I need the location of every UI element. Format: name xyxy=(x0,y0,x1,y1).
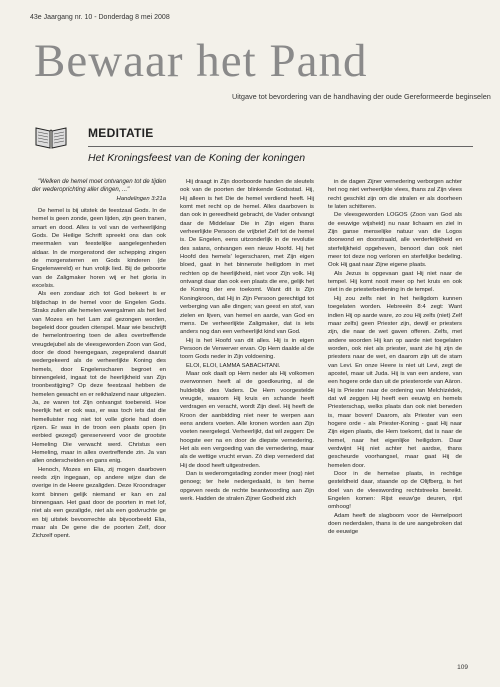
scripture-reference: Handelingen 3:21a xyxy=(116,195,166,202)
paragraph: in de dagen Zijner vernedering verborgen achter het nog niet verheerlijkte vlees, thans zal Zijn vlees recht geschikt zijn om die stralen er als doorheen te laten schitteren. xyxy=(328,179,462,211)
section-divider xyxy=(88,146,473,147)
masthead-subtitle: Uitgave tot bevordering van de handhaving der oude Gereformeerde beginselen xyxy=(232,92,491,101)
paragraph: ELOI, ELOI, LAMMA SABACHTANI. xyxy=(186,362,281,369)
section-subject: Het Kroningsfeest van de Koning der koningen xyxy=(88,152,306,164)
paragraph: Hij draagt in Zijn doorboorde handen de sleutels ook van de poorten der blinkende Godsstad. Hij, Hij alleen is het Die de hemel verdiend heeft. Hij komt met recht op de hemel. Alles daarboven is dan ook in gereedheid gebracht, de Vader ontvangt daar de Middelaar Die in Zijn eigen thans verheerlijkte Persoon de vrijbrief Zelf tot de hemel is. De Engelen, eens uitzonderlijk in de revolutie des satans, ontvangen een nieuw Hoofd. Hij het Hoofd des hemels' legerscharen, met Zijn eigen bloed, gaat in het binnenste heiligdom in met rechten op de heerlijkheid, niet voor Zijn volk. Hij ontvangt daar dan ook een plaats die ere, gelijk het de Koning der ere toekomt. Want dit is Zijn Koningkroon, dat Hij in Zijn Persoon gerechtigd tot verberging van alle dingen; van geest en stof, van zielen en lijven, van hemel en aarde, van God en mens. De verheerlijkte Zaligmaker, dat is iets anders nog dan een verheerlijkt kind van God. xyxy=(180,179,314,336)
paragraph: De vleesgeworden LOGOS (Zoon van God als de eeuwige wijsheid) nu naar lichaam en ziel in Zijn ganse menselijke natuur van die Logos doorwond en doorstraald, alle verderfelijkheid en sterfelijkheid opgeheven, benoort dan ook niet meer tot deze nog verloren en sterfelijke bedeling. Ook Hij gaat naar Zijne eigene plaats. xyxy=(328,212,462,269)
paragraph: De hemel is bij uitstek de feestzaal Gods. In de hemel is geen zonde, geen lijden, zijn geen tranen, smart en dood. Alles is vol van de verheerlijking Gods. De Heilige Schrift spreekt ons dan ook meermalen van feestelijke aangelegenheden aldaar. In de morgenstond der schepping zingen de morgensterren en Gods kinderen (de Engelenwereld) er hun vrolijk lied. Bij de geboorte van de Zaligmaker horen wij er het gloria in excelsis. xyxy=(32,208,166,290)
paragraph: Hij is het Hoofd van dit alles. Hij is in eigen Persoon de Verwerver ervan. Op Hem daalde al de toorn Gods neder in Zijn voldoening. xyxy=(180,337,314,361)
paragraph: Hij zou zelfs niet in het heiligdom kunnen toegelaten worden. Hebreeën 8:4 zegt: Want indien Hij op aarde ware, zo zou Hij zelfs (niet) Zelf maar zelfs) geen Priester zijn, dewijl er priesters zijn, die naar de wet gaven offeren. Zelfs, met andere woorden Hij kan op aarde niet toegelaten worden, ook niet als priester, want zie hij zijn de priesters naar de wet, en daarom zijn uit de stam van Levi. En onze Heere is niet uit Levi, zegt de apostel, maar uit Juda. Hij is van een andere, van een hogere orde dan uit de priesterorde van Aäron. Hij is Priester naar de ordening van Melchizédek, dat wil zeggen Hij heeft een eeuwig en hemels Priesterschap, welks plaats dan ook niet beneden is, maar boven! Daarom, als Priester van een hogere orde - als Priester-Koning - gaat Hij naar Zijn eigen plaats, die Hem toekomt, dat is naar de hemel, naar het eigenlijke heiligdom. Daar verdwijnt Hij niet achter het aardse, thans gescheurde voorhangsel, maar gaat Hij de hemelen door. xyxy=(328,295,462,469)
paragraph: Maar ook daalt op Hem neder als Hij volkomen overwonnen heeft al de goedkeuring, al de huldeblijk des Vaders. De Hem voorgestelde vreugde, waarom Hij kruis en schande heeft verdragen en veracht, wordt Zijn deel. Hij heeft de Kroon der aanbidding niet neer te werpen aan eens anders voeten. Alle kronen worden aan Zijn voeten neergelegd. Verheerlijkt, dat wil zeggen: De hoogste eer na en door de diepste vernedering. Het als een vergoeding van die vernedering, maar als de wettige vrucht ervan. Zó diep vernederd dat Hij de dood heeft uitgestreden. xyxy=(180,370,314,469)
open-book-icon xyxy=(34,122,68,150)
paragraph: Adam heeft de slagboom voor de Hemelpoort doen nederdalen, thans is de ure aangebroken dat de eeuwige xyxy=(328,512,462,536)
section-label: MEDITATIE xyxy=(88,126,154,140)
masthead-title: Bewaar het Pand xyxy=(34,35,368,87)
paragraph: Als Jezus is opgevaan gaat Hij niet naar de tempel. Hij komt nooit meer op het kruis en ook niet in de priesterbediening in de tempel. xyxy=(328,270,462,294)
page-number: 109 xyxy=(457,664,468,671)
paragraph: Henoch, Mozes en Elia, zij mogen daarboven reeds zijn ingegaan, op andere wijze dan de overige in de Heere gezaligden. Deze Kroondrager komt binnen gelijk niemand er kan en zal binnengaan. Het gaat door de poorten in met lof, niet als een gezaligde, niet als een godvruchte ge en bij uitstek bevoorrechte als bijvoorbeeld Elia, maar als De gene die de poorten Zelf, door Zichzelf opent. xyxy=(32,466,166,540)
text-column-2 xyxy=(180,178,314,503)
text-column-1 xyxy=(32,178,166,541)
issue-line: 43e Jaargang nr. 10 - Donderdag 8 mei 2008 xyxy=(30,14,170,21)
paragraph: Dan is wederomgstading zonder meer (nog) niet genoeg; ter hele nedergedaald, is ten heme opgeven reeds de rechte beantwoording aan Zijn werk. Hadden de stralen Zijner Godheid zich xyxy=(180,471,314,503)
paragraph: Als een zondaar zich tot God bekeert is er blijdschap in de hemel voor de Engelen Gods. Straks zullen alle hemelen weergalmen als het lied van Mozes en het Lam zal gezongen worden, begeleid door gouden citerspel. Maar wie beschrijft de hemelontroering toen de alles overtreffende vreugdejubel als de vleesgeworden Zoon van God, door de dood heengegaan, zegepralend daaruit wedergekeerd als de verheerlijkte Koning des hemels, door Engelenscharen begroet en binnengeleid, ingaat tot de heerlijkheid van Zijn troonbestijging? Op deze feestzaal hebben de hemelen gewacht en er reikhalzend naar uitgezien. Ja, ze waren tot Zijn ontvangst toebereid. Hoe heerlijk het er ook was, er was toch iets dat die hemelluister nog niet tot volle glorie had doen rijzen. Er was in de troon een plaats open (in eerbied gezegd) gereserveerd voor de grootste Hemeling Die verwacht werd. Christus een Hemeling, maar in alles overtreffende zin. Ja van allen onderscheiden en gans enig. xyxy=(32,291,166,465)
paragraph: Door in de hemelse plaats, in rechtige gesteldheid daar, staande op de Olijfberg, is het doel van de vleeswording rechtstreeks bereikt. Engelen komen: Rijst eeuw'ge deuren, rijst omhoog! xyxy=(328,471,462,511)
text-column-3 xyxy=(328,178,462,537)
opening-quote: "Welken de hemel moet ontvangen tot de tijden der wederoprichting aller dingen, ..." xyxy=(32,178,166,194)
